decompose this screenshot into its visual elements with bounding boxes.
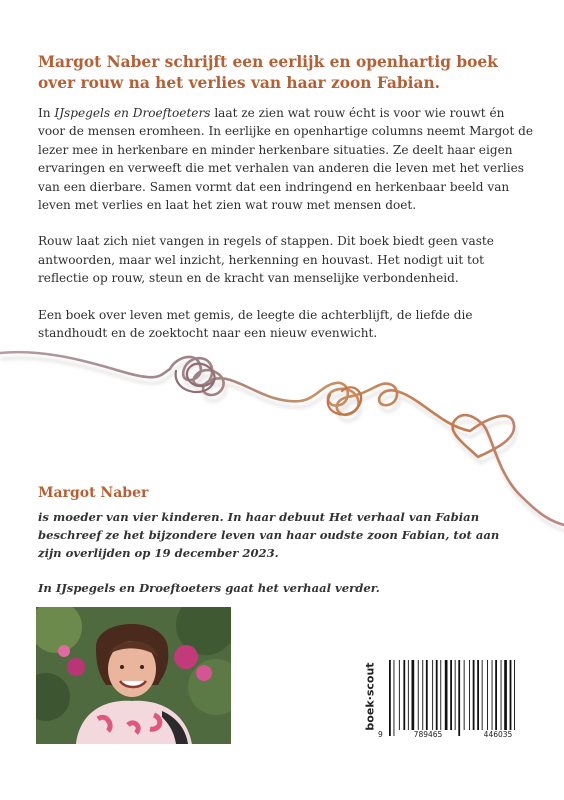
- barcode-bar: [458, 660, 460, 736]
- barcode-bar: [482, 660, 483, 730]
- barcode-bar: [394, 660, 395, 736]
- barcode-bar: [432, 660, 433, 730]
- barcode-bar: [422, 660, 423, 730]
- barcode-bar: [426, 660, 428, 730]
- barcode-bar: [412, 660, 415, 730]
- barcode-bar: [455, 660, 456, 730]
- intro-paragraph-2: Rouw laat zich niet vangen in regels of stappen. Dit boek biedt geen vaste antwoorden, maar wel inzicht, herkenning en houvast. Het nodigt uit tot reflectie op rouw, steun en de kracht van menselijke verbondenheid.: [38, 234, 494, 286]
- headline: Margot Naber schrijft een eerlijk en openhartig boek over rouw na het verlies van haar zoon Fabian.: [38, 53, 498, 92]
- barcode-bar: [514, 660, 515, 730]
- intro-text: [38, 104, 534, 360]
- intro-paragraph-1: In IJspegels en Droeftoeters laat ze zien wat rouw écht is voor wie rouwt én voor de mensen eromheen. In eerlijke en openhartige columns neemt Margot de lezer mee in herkenbare en minder herkenbare situaties. Ze deelt haar eigen ervaringen en verweeft die met verhalen van anderen die leven met het verlies van een dierbare. Samen vormt dat een indringend en herkenbaar beeld van leven met verlies en laat het zien wat rouw met mensen doet.: [38, 106, 534, 213]
- barcode-bar: [504, 660, 507, 730]
- barcode-bar: [487, 660, 488, 730]
- barcode-bar: [495, 660, 497, 730]
- tangled-thread-heart-icon: [0, 335, 564, 535]
- barcode-bar: [445, 660, 448, 730]
- barcode-number: 9 789465 446035: [378, 730, 513, 739]
- author-portrait: [36, 607, 231, 744]
- intro-paragraph-3: Een boek over leven met gemis, de leegte die achterblijft, de liefde die standhoudt en de zoektocht naar een nieuw evenwicht.: [38, 307, 473, 341]
- barcode-bar: [510, 660, 512, 730]
- barcode-bar: [501, 660, 502, 730]
- barcode-bar: [464, 660, 465, 730]
- author-name: Margot Naber: [38, 485, 149, 501]
- barcode-bar: [477, 660, 479, 730]
- barcode-bar: [473, 660, 475, 730]
- barcode-bar: [469, 660, 470, 730]
- publisher-logo: boek·scout: [363, 662, 377, 731]
- barcode-bar: [403, 660, 405, 730]
- barcode-bar: [492, 660, 493, 730]
- barcode-bar: [389, 660, 391, 736]
- barcode-bar: [399, 660, 400, 730]
- book-title: IJspegels en Droeftoeters: [54, 106, 211, 120]
- barcode-bar: [436, 660, 438, 730]
- bio-paragraph-1: is moeder van vier kinderen. In haar debuut Het verhaal van Fabian beschreef ze het bijzondere leven van haar oudste zoon Fabian, tot aan zijn overlijden op 19 december 2023.: [38, 510, 500, 560]
- barcode-bar: [440, 660, 441, 730]
- barcode-bar: [450, 660, 452, 730]
- author-bio: [38, 508, 518, 614]
- barcode-bar: [408, 660, 409, 730]
- barcode-bar: [418, 660, 419, 730]
- bio-paragraph-2: In IJspegels en Droeftoeters gaat het verhaal verder.: [38, 581, 380, 595]
